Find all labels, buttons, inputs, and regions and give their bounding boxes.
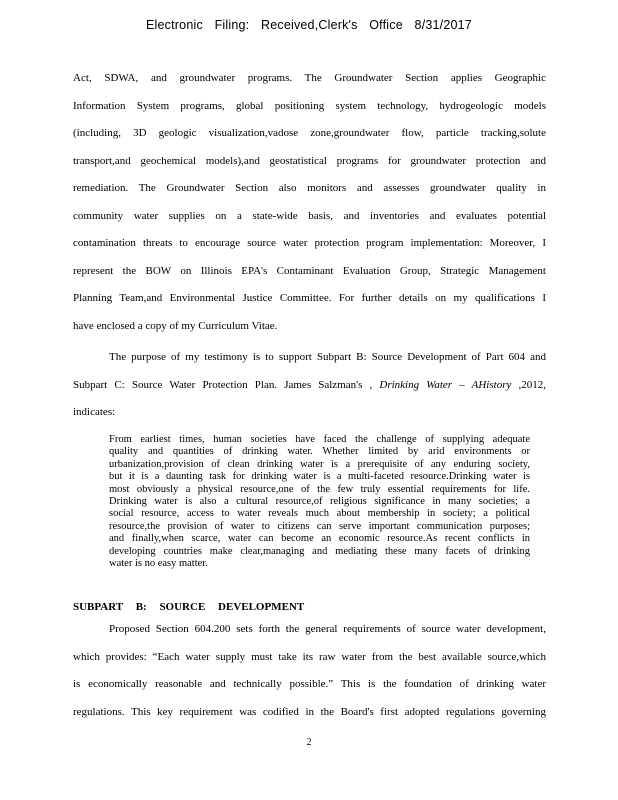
filing-stamp-header: Electronic Filing: Received,Clerk's Office 8/31/2017	[146, 18, 472, 32]
paragraph-source-development	[73, 622, 546, 732]
text-line: Proposed Section 604.200 sets forth the general requirements of source water development,	[109, 623, 546, 635]
text-line: Act, SDWA, and groundwater programs. The Groundwater Section applies Geographic	[73, 72, 546, 84]
quote-line: water is no easy matter.	[109, 557, 208, 569]
text-fragment: ,2012,	[518, 378, 546, 391]
text-line: contamination threats to encourage source water protection program implementation: Moreover, I	[73, 237, 546, 249]
quote-line: From earliest times, human societies have faced the challenge of supplying adequate	[109, 434, 530, 445]
quote-line: and finally,when scarce, water can become an economic resource.As recent conflicts in	[109, 533, 530, 545]
text-line: remediation. The Groundwater Section also monitors and assesses groundwater quality in	[73, 182, 546, 194]
paragraph-purpose	[73, 350, 546, 433]
text-line: have enclosed a copy of my Curriculum Vitae.	[73, 319, 278, 332]
text-line: indicates:	[73, 406, 116, 418]
quote-line: urbanization,provision of clean drinking water is a prerequisite of any enduring society,	[109, 458, 530, 470]
text-line: is economically reasonable and technically possible.” This is the foundation of drinking water	[73, 678, 546, 690]
text-line: represent the BOW on Illinois EPA's Contaminant Evaluation Group, Strategic Management	[73, 264, 546, 277]
text-line: transport,and geochemical models),and geostatistical programs for groundwater protection and	[73, 154, 546, 167]
quote-line: Drinking water is also a cultural resource,of religious significance in many societies; a	[109, 495, 530, 507]
text-line: community water supplies on a state-wide basis, and inventories and evaluates potential	[73, 209, 546, 222]
text-line: Planning Team,and Environmental Justice Committee. For further details on my qualifications I	[73, 292, 546, 304]
quote-line: but it is a daunting task for drinking water is a multi-faceted resource.Drinking water is	[109, 471, 530, 483]
block-quote	[109, 434, 530, 570]
paragraph-qualifications	[73, 71, 546, 346]
text-line: The purpose of my testimony is to support Subpart B: Source Development of Part 604 and	[109, 351, 546, 363]
section-heading: SUBPART B: SOURCE DEVELOPMENT	[73, 601, 305, 613]
text-line: regulations. This key requirement was codified in the Board's first adopted regulations governing	[73, 705, 546, 718]
text-line: which provides: “Each water supply must take its raw water from the best available source,which	[73, 650, 546, 663]
quote-line: most obviously a physical resource,one of the few truly essential requirements for life.	[109, 483, 530, 495]
text-fragment: Subpart C: Source Water Protection Plan. James Salzman's ,	[73, 378, 373, 391]
text-line	[73, 378, 546, 406]
page-number: 2	[306, 737, 312, 748]
text-line: Information System programs, global positioning system technology, hydrogeologic models	[73, 99, 546, 112]
quote-line: developing countries make clear,managing and mediating these many facets of drinking	[109, 545, 530, 557]
quote-line: quality and quantities of drinking water. Whether limited by arid environments or	[109, 446, 530, 458]
text-line: (including, 3D geologic visualization,vadose zone,groundwater flow, particle tracking,solute	[73, 127, 546, 139]
quote-line: social resource, access to water reveals much about membership in society; a political	[109, 508, 530, 520]
book-title: Drinking Water – AHistory	[379, 378, 512, 391]
quote-line: resource,the provision of water to citizens can serve important communication purposes;	[109, 520, 530, 532]
